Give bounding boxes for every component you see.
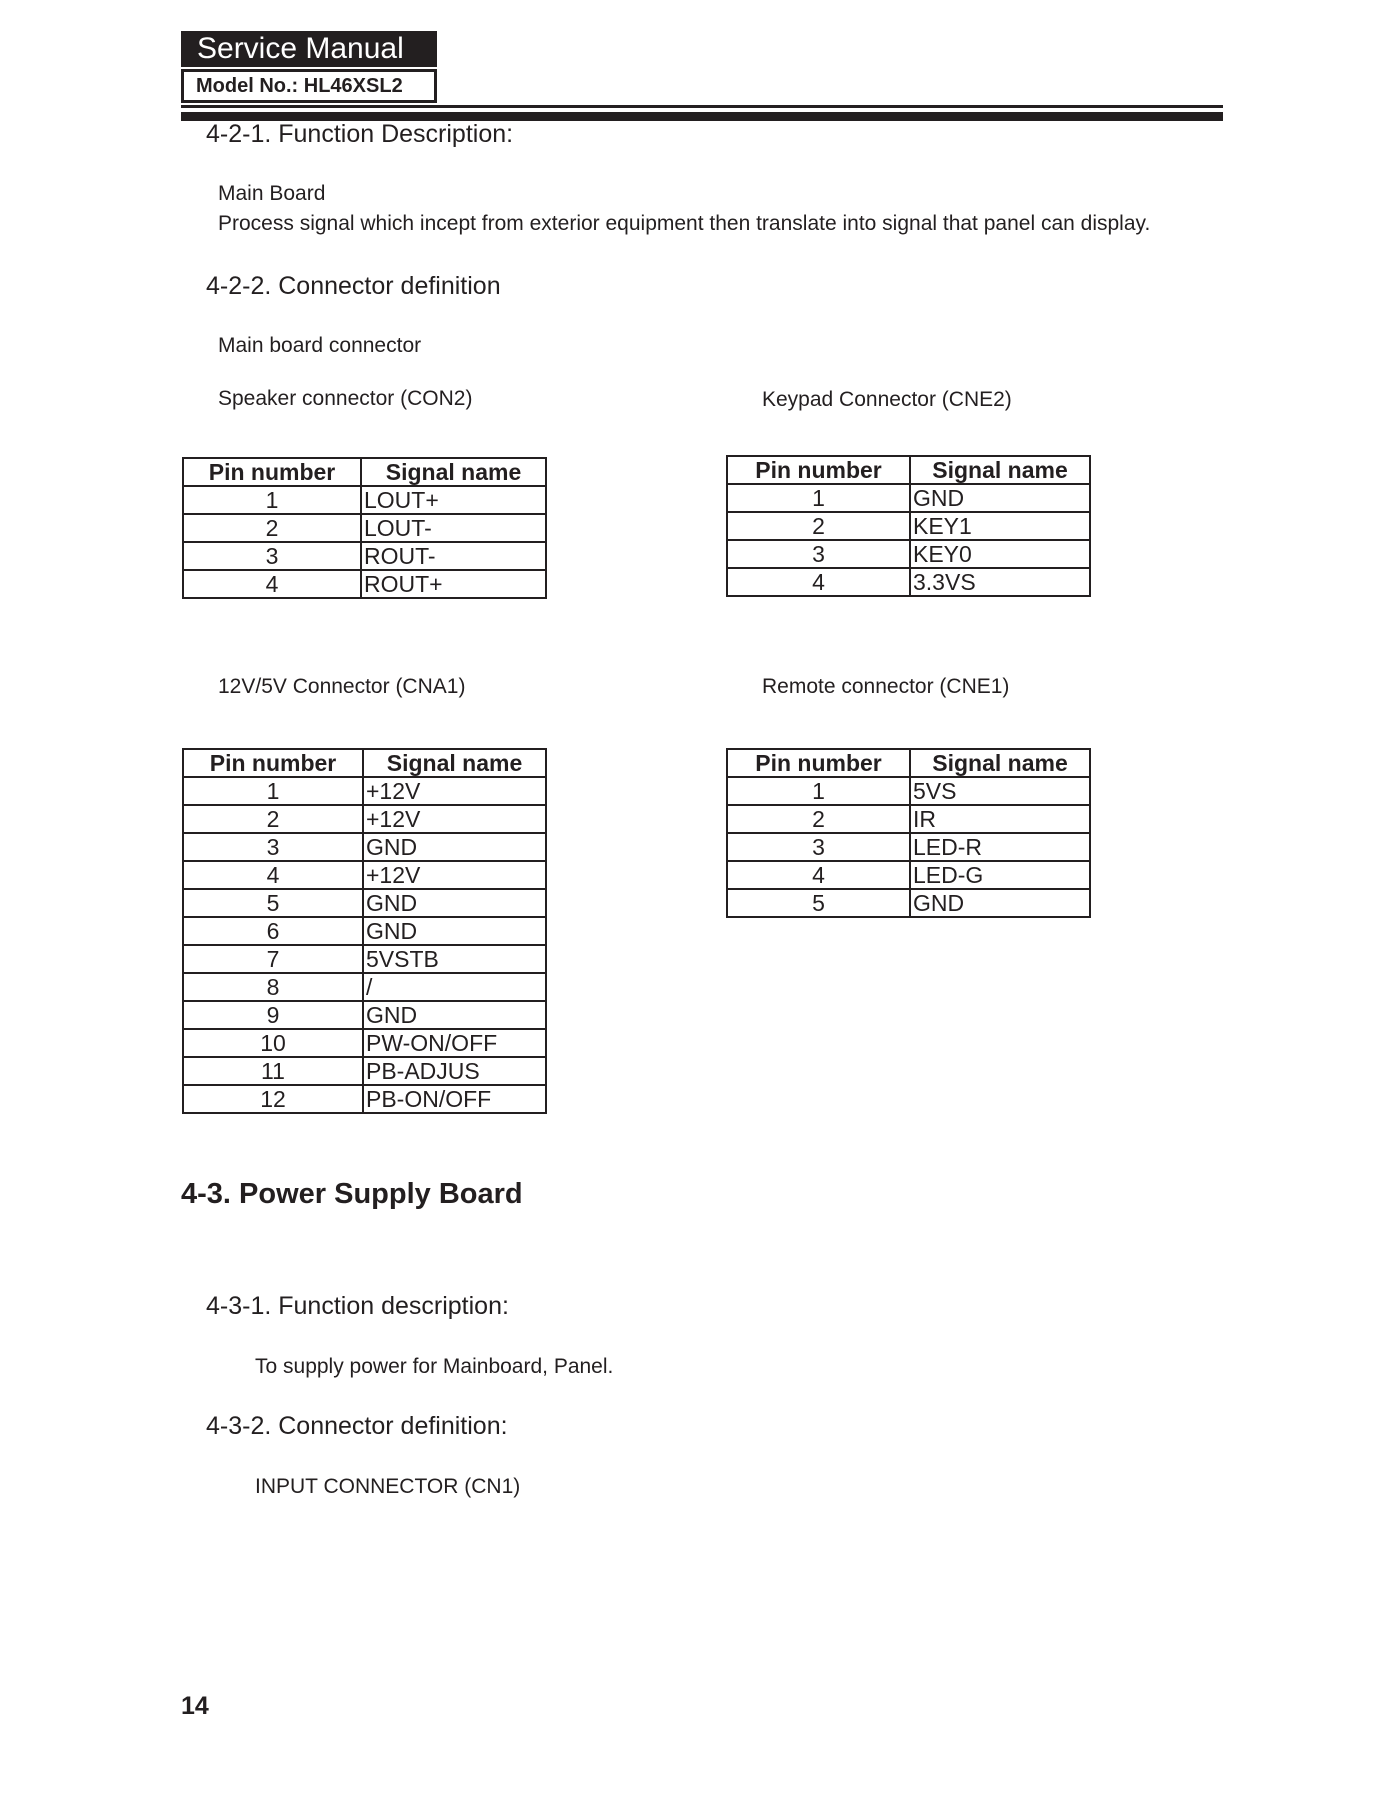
table-row [183,833,546,861]
pin-number-cell: 2 [727,805,910,833]
remote-connector-caption: Remote connector (CNE1) [762,675,1010,698]
pin-number-cell: 1 [727,484,910,512]
power-connector-table [182,748,547,1114]
table-row [183,1001,546,1029]
pin-number-cell: 11 [183,1057,363,1085]
heading-4-2-2: 4-2-2. Connector definition [206,272,501,300]
table-row [183,945,546,973]
signal-name-cell: 3.3VS [910,568,1090,596]
pin-number-cell: 2 [727,512,910,540]
input-connector-label: INPUT CONNECTOR (CN1) [255,1475,521,1498]
table-row [183,542,546,570]
pin-number-cell: 4 [183,570,361,598]
heading-4-3: 4-3. Power Supply Board [181,1178,523,1210]
remote-connector-table [726,748,1091,918]
table-row [183,777,546,805]
signal-name-cell: / [363,973,546,1001]
signal-name-cell: GND [910,889,1090,917]
table-row [727,777,1090,805]
signal-name-cell: LOUT- [361,514,546,542]
pin-number-cell: 3 [183,542,361,570]
table-row [183,1029,546,1057]
signal-name-cell: GND [363,1001,546,1029]
keypad-connector-table [726,455,1091,597]
signal-name-cell: 5VSTB [363,945,546,973]
signal-name-cell: ROUT- [361,542,546,570]
signal-name-cell: PB-ADJUS [363,1057,546,1085]
pin-number-cell: 3 [727,833,910,861]
column-header-pin: Pin number [727,749,910,777]
pin-number-cell: 4 [183,861,363,889]
pin-number-cell: 12 [183,1085,363,1113]
signal-name-cell: LED-R [910,833,1090,861]
speaker-connector-table [182,457,547,599]
table-row [727,833,1090,861]
pin-number-cell: 1 [727,777,910,805]
signal-name-cell: +12V [363,861,546,889]
signal-name-cell: LED-G [910,861,1090,889]
pin-number-cell: 6 [183,917,363,945]
column-header-pin: Pin number [183,749,363,777]
table-row [727,889,1090,917]
column-header-signal: Signal name [361,458,546,486]
signal-name-cell: PW-ON/OFF [363,1029,546,1057]
pin-number-cell: 3 [183,833,363,861]
pin-number-cell: 2 [183,514,361,542]
table-row [183,889,546,917]
pin-number-cell: 2 [183,805,363,833]
table-row [727,484,1090,512]
table-row [183,1057,546,1085]
column-header-signal: Signal name [363,749,546,777]
signal-name-cell: +12V [363,777,546,805]
column-header-signal: Signal name [910,749,1090,777]
power-connector-caption: 12V/5V Connector (CNA1) [218,675,466,698]
pin-number-cell: 1 [183,777,363,805]
speaker-connector-caption: Speaker connector (CON2) [218,387,473,410]
signal-name-cell: GND [363,917,546,945]
table-row [727,861,1090,889]
column-header-signal: Signal name [910,456,1090,484]
signal-name-cell: ROUT+ [361,570,546,598]
table-row [183,973,546,1001]
heading-4-3-2: 4-3-2. Connector definition: [206,1412,508,1440]
signal-name-cell: IR [910,805,1090,833]
table-row [183,570,546,598]
model-number: Model No.: HL46XSL2 [181,69,437,103]
pin-number-cell: 10 [183,1029,363,1057]
header-rule-thin [181,105,1223,108]
table-row [183,1085,546,1113]
table-row [183,514,546,542]
signal-name-cell: KEY1 [910,512,1090,540]
table-row [727,568,1090,596]
main-board-description: Process signal which incept from exterior equipment then translate into signal that panel can display. [218,212,1151,235]
power-supply-description: To supply power for Mainboard, Panel. [255,1355,614,1378]
column-header-pin: Pin number [183,458,361,486]
table-row [727,512,1090,540]
main-board-label: Main Board [218,182,326,205]
pin-number-cell: 4 [727,861,910,889]
signal-name-cell: GND [363,889,546,917]
signal-name-cell: GND [363,833,546,861]
manual-title: Service Manual [181,31,437,67]
signal-name-cell: KEY0 [910,540,1090,568]
heading-4-2-1: 4-2-1. Function Description: [206,120,514,148]
pin-number-cell: 1 [183,486,361,514]
signal-name-cell: +12V [363,805,546,833]
column-header-pin: Pin number [727,456,910,484]
signal-name-cell: LOUT+ [361,486,546,514]
main-board-connector-label: Main board connector [218,334,422,357]
pin-number-cell: 5 [727,889,910,917]
pin-number-cell: 5 [183,889,363,917]
pin-number-cell: 8 [183,973,363,1001]
table-row [727,805,1090,833]
table-row [183,805,546,833]
pin-number-cell: 3 [727,540,910,568]
table-row [183,486,546,514]
keypad-connector-caption: Keypad Connector (CNE2) [762,388,1012,411]
signal-name-cell: PB-ON/OFF [363,1085,546,1113]
pin-number-cell: 4 [727,568,910,596]
pin-number-cell: 9 [183,1001,363,1029]
signal-name-cell: GND [910,484,1090,512]
page-number: 14 [181,1692,209,1720]
table-row [727,540,1090,568]
signal-name-cell: 5VS [910,777,1090,805]
pin-number-cell: 7 [183,945,363,973]
table-row [183,917,546,945]
heading-4-3-1: 4-3-1. Function description: [206,1292,509,1320]
table-row [183,861,546,889]
